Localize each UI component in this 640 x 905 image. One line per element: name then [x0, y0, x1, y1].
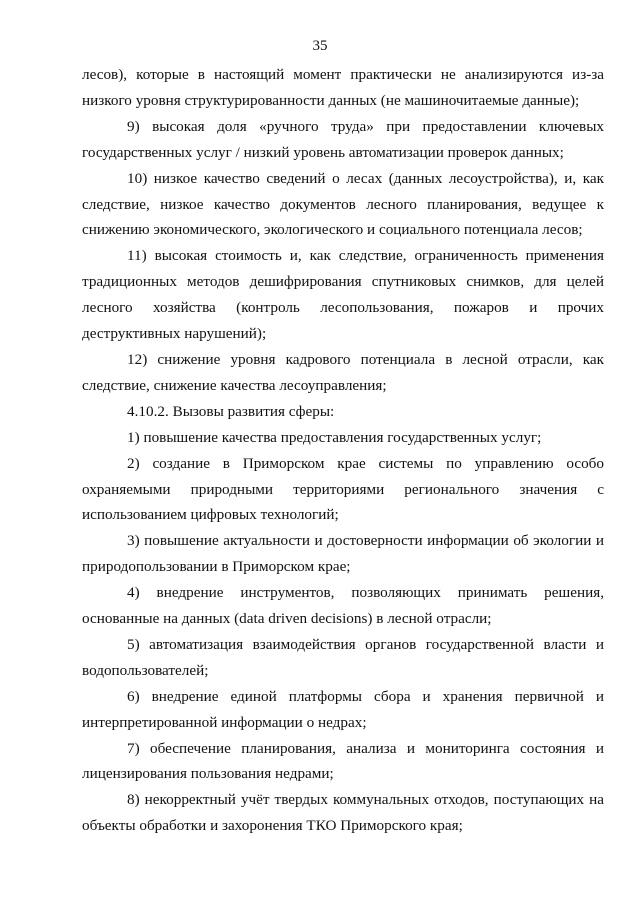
paragraph-item-9: 9) высокая доля «ручного труда» при предоставлении ключевых государственных услуг / низкий уровень автоматизации проверок данных; — [82, 117, 604, 161]
challenge-item-5: 5) автоматизация взаимодействия органов государственной власти и водопользователей; — [82, 635, 604, 679]
paragraph-item-11: 11) высокая стоимость и, как следствие, ограниченность применения традиционных методов дешифрирования спутниковых снимков, для целей лесного хозяйства (контроль лесопользования, пожаров и прочих деструктивных нарушений); — [82, 247, 604, 343]
paragraph-item-12: 12) снижение уровня кадрового потенциала в лесной отрасли, как следствие, снижение качества лесоуправления; — [82, 350, 604, 394]
challenge-item-8: 8) некорректный учёт твердых коммунальных отходов, поступающих на объекты обработки и захоронения ТКО Приморского края; — [82, 791, 604, 835]
challenge-item-1: 1) повышение качества предоставления государственных услуг; — [127, 428, 542, 446]
challenge-item-7: 7) обеспечение планирования, анализа и мониторинга состояния и лицензирования пользования недрами; — [82, 739, 604, 783]
challenge-item-6: 6) внедрение единой платформы сбора и хранения первичной и интерпретированной информации о недрах; — [82, 687, 604, 731]
page-number: 35 — [312, 38, 328, 54]
paragraph-continuation: лесов), которые в настоящий момент практически не анализируются из-за низкого уровня структурированности данных (не машиночитаемые данные); — [82, 66, 604, 109]
challenge-item-2: 2) создание в Приморском крае системы по управлению особо охраняемыми природными территориями регионального значения с использованием цифровых технологий; — [82, 454, 604, 524]
section-heading-4-10-2: 4.10.2. Вызовы развития сферы: — [127, 402, 335, 420]
paragraph-item-10: 10) низкое качество сведений о лесах (данных лесоустройства), и, как следствие, низкое качество документов лесного планирования, ведущее к снижению экономического, экологического и социального потенциала лесов; — [82, 169, 604, 239]
document-body — [82, 62, 604, 839]
challenge-item-4: 4) внедрение инструментов, позволяющих принимать решения, основанные на данных (data driven decisions) в лесной отрасли; — [82, 584, 604, 628]
challenge-item-3: 3) повышение актуальности и достоверности информации об экологии и природопользовании в Приморском крае; — [82, 532, 604, 576]
